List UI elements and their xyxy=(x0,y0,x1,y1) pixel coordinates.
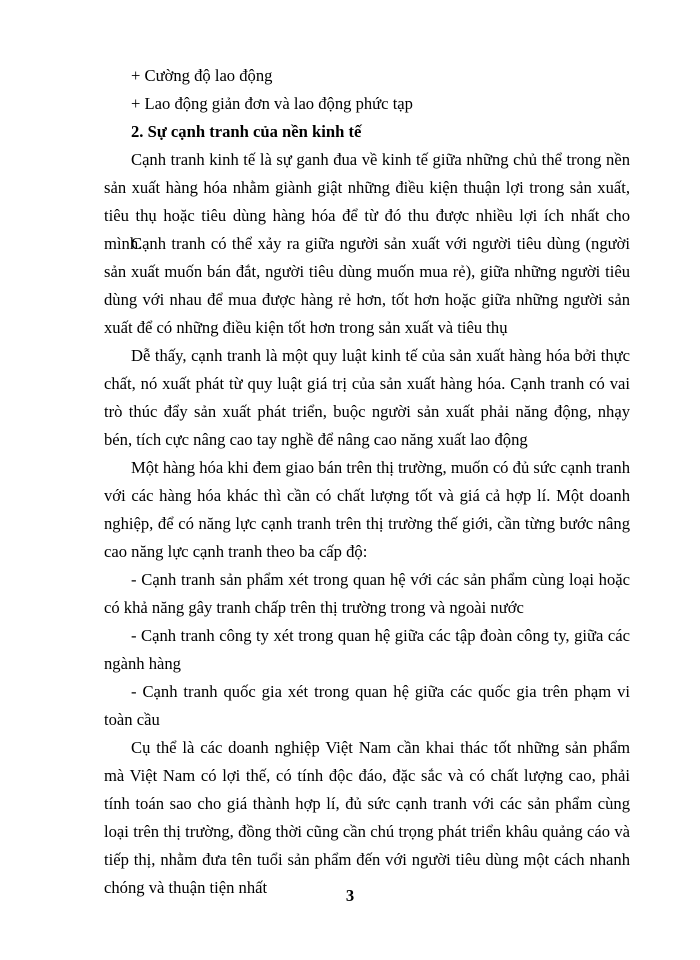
paragraph-company-competition: - Cạnh tranh công ty xét trong quan hệ giữa các tập đoàn công ty, giữa các ngành hàng xyxy=(104,626,630,673)
paragraph-national-competition: - Cạnh tranh quốc gia xét trong quan hệ giữa các quốc gia trên phạm vi toàn cầu xyxy=(104,682,630,729)
section-heading: 2. Sự cạnh tranh của nền kinh tế xyxy=(131,122,362,141)
paragraph-definition: Cạnh tranh kinh tế là sự ganh đua về kinh tế giữa những chủ thể trong nền sản xuất hàng hóa nhằm giành giật những điều kiện thuận lợi trong sản xuất, tiêu thụ hoặc tiêu dùng hàng hóa để từ đó thu được nhiều lợi ích nhất cho mình. xyxy=(104,150,630,253)
paragraph-competitiveness-levels: Một hàng hóa khi đem giao bán trên thị trường, muốn có đủ sức cạnh tranh với các hàng hóa khác thì cần có chất lượng tốt và giá cả hợp lí. Một doanh nghiệp, để có năng lực cạnh tranh trên thị trường thế giới, cần từng bước nâng cao năng lực cạnh tranh theo ba cấp độ: xyxy=(104,458,630,561)
paragraph-product-competition: - Cạnh tranh sản phẩm xét trong quan hệ với các sản phẩm cùng loại hoặc có khả năng gây tranh chấp trên thị trường trong và ngoài nước xyxy=(104,570,630,617)
paragraph-vietnam-enterprises: Cụ thể là các doanh nghiệp Việt Nam cần khai thác tốt những sản phẩm mà Việt Nam có lợi thế, có tính độc đáo, đặc sắc và có chất lượng cao, phải tính toán sao cho giá thành hợp lí, đủ sức cạnh tranh với các sản phẩm cùng loại trên thị trường, đồng thời cũng cần chú trọng phát triển khâu quảng cáo và tiếp thị, nhằm đưa tên tuổi sản phẩm đến với người tiêu dùng một cách nhanh chóng và thuận tiện nhất xyxy=(104,738,630,897)
bullet-item-labor-complexity: + Lao động giản đơn và lao động phức tạp xyxy=(131,94,413,113)
bullet-item-labor-intensity: + Cường độ lao động xyxy=(131,66,273,85)
paragraph-competition-types: Cạnh tranh có thể xảy ra giữa người sản xuất với người tiêu dùng (người sản xuất muốn bán đắt, người tiêu dùng muốn mua rẻ), giữa những người tiêu dùng với nhau để mua được hàng rẻ hơn, tốt hơn hoặc giữa những người sản xuất để có những điều kiện tốt hơn trong sản xuất và tiêu thụ xyxy=(104,234,630,337)
page-number: 3 xyxy=(345,886,355,905)
paragraph-economic-law: Dễ thấy, cạnh tranh là một quy luật kinh tế của sản xuất hàng hóa bởi thực chất, nó xuất phát từ quy luật giá trị của sản xuất hàng hóa. Cạnh tranh có vai trò thúc đẩy sản xuất phát triển, buộc người sản xuất phải năng động, nhạy bén, tích cực nâng cao tay nghề để nâng cao năng xuất lao động xyxy=(104,346,630,449)
